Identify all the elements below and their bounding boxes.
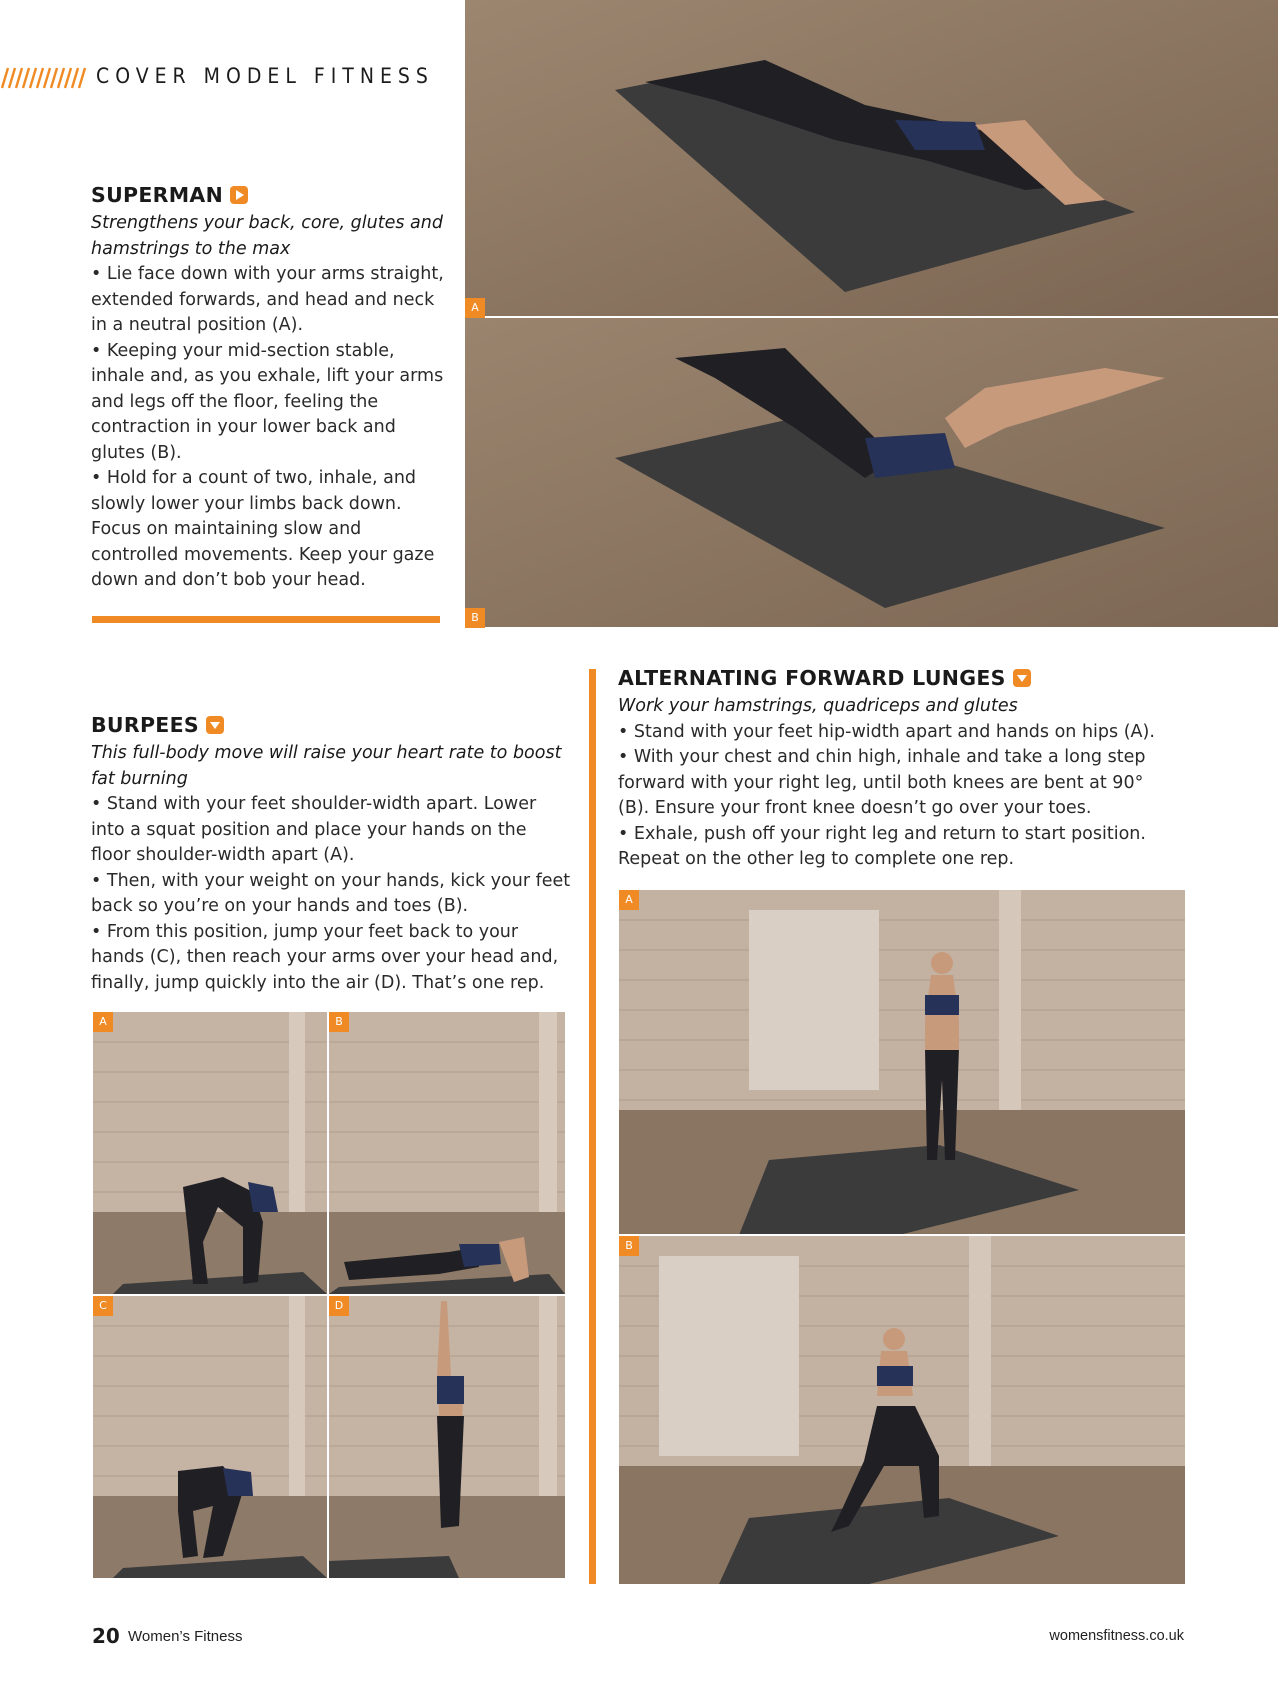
burpees-photo-c — [93, 1296, 327, 1578]
lunges-step: • With your chest and chin high, inhale and take a long step forward with your right leg, until both knees are bent at 90° (B). Ensure your front knee doesn’t go over your toes. — [618, 747, 1146, 818]
burpees-subtitle: This full-body move will raise your heart rate to boost fat burning — [91, 743, 562, 789]
lunges-steps — [618, 720, 1178, 873]
lunges-step: • Exhale, push off your right leg and return to start position. Repeat on the other leg to complete one rep. — [618, 823, 1146, 869]
superman-subtitle: Strengthens your back, core, glutes and hamstrings to the max — [91, 213, 443, 259]
photo-label: B — [465, 608, 485, 628]
column-divider — [589, 669, 596, 1584]
lunges-title — [618, 666, 1178, 690]
superman-photo-a — [465, 0, 1278, 316]
burpees-photo-d — [329, 1296, 565, 1578]
photo-label: A — [619, 890, 639, 910]
lunges-title-text: ALTERNATING FORWARD LUNGES — [618, 666, 1006, 690]
lunges-block — [618, 666, 1178, 873]
superman-steps — [91, 262, 451, 594]
burpees-step: • From this position, jump your feet back to your hands (C), then reach your arms over your head and, finally, jump quickly into the air (D). That’s one rep. — [91, 921, 559, 993]
burpees-title — [91, 713, 571, 737]
superman-divider — [92, 616, 440, 623]
superman-photo-b — [465, 318, 1278, 627]
lunges-subtitle: Work your hamstrings, quadriceps and glutes — [618, 696, 1018, 716]
section-label: COVER MODEL FITNESS — [96, 64, 434, 88]
burpees-step: • Stand with your feet shoulder-width apart. Lower into a squat position and place your hands on the floor shoulder-width apart (A). — [91, 794, 537, 865]
photo-label: B — [329, 1012, 349, 1032]
burpees-photo-a — [93, 1012, 327, 1294]
photo-label: A — [93, 1012, 113, 1032]
photo-label: C — [93, 1296, 113, 1316]
header-stripes — [0, 66, 92, 90]
video-icon[interactable] — [1013, 669, 1031, 687]
page-number: 20 — [92, 1624, 120, 1648]
play-video-icon[interactable] — [230, 186, 248, 204]
website-link[interactable]: womensfitness.co.uk — [1049, 1628, 1184, 1644]
superman-step: • Hold for a count of two, inhale, and slowly lower your limbs back down. Focus on maintaining slow and controlled movements. Keep your gaze down and don’t bob your head. — [91, 468, 435, 590]
photo-label: A — [465, 298, 485, 318]
photo-label: B — [619, 1236, 639, 1256]
burpees-title-text: BURPEES — [91, 713, 199, 737]
superman-block — [91, 183, 451, 594]
burpees-steps — [91, 792, 571, 996]
video-icon[interactable] — [206, 716, 224, 734]
burpees-photo-b — [329, 1012, 565, 1294]
lunges-photo-a — [619, 890, 1185, 1234]
superman-title-text: SUPERMAN — [91, 183, 224, 207]
burpees-block — [91, 713, 571, 996]
burpees-step: • Then, with your weight on your hands, kick your feet back so you’re on your hands and toes (B). — [91, 870, 571, 916]
photo-label: D — [329, 1296, 349, 1316]
magazine-name: Women’s Fitness — [128, 1628, 243, 1645]
superman-title — [91, 183, 451, 207]
lunges-step: • Stand with your feet hip-width apart and hands on hips (A). — [618, 721, 1155, 742]
lunges-photo-b — [619, 1236, 1185, 1584]
superman-step: • Lie face down with your arms straight, extended forwards, and head and neck in a neutral position (A). — [91, 264, 444, 335]
superman-step: • Keeping your mid-section stable, inhale and, as you exhale, lift your arms and legs off the floor, feeling the contraction in your lower back and glutes (B). — [91, 340, 444, 463]
